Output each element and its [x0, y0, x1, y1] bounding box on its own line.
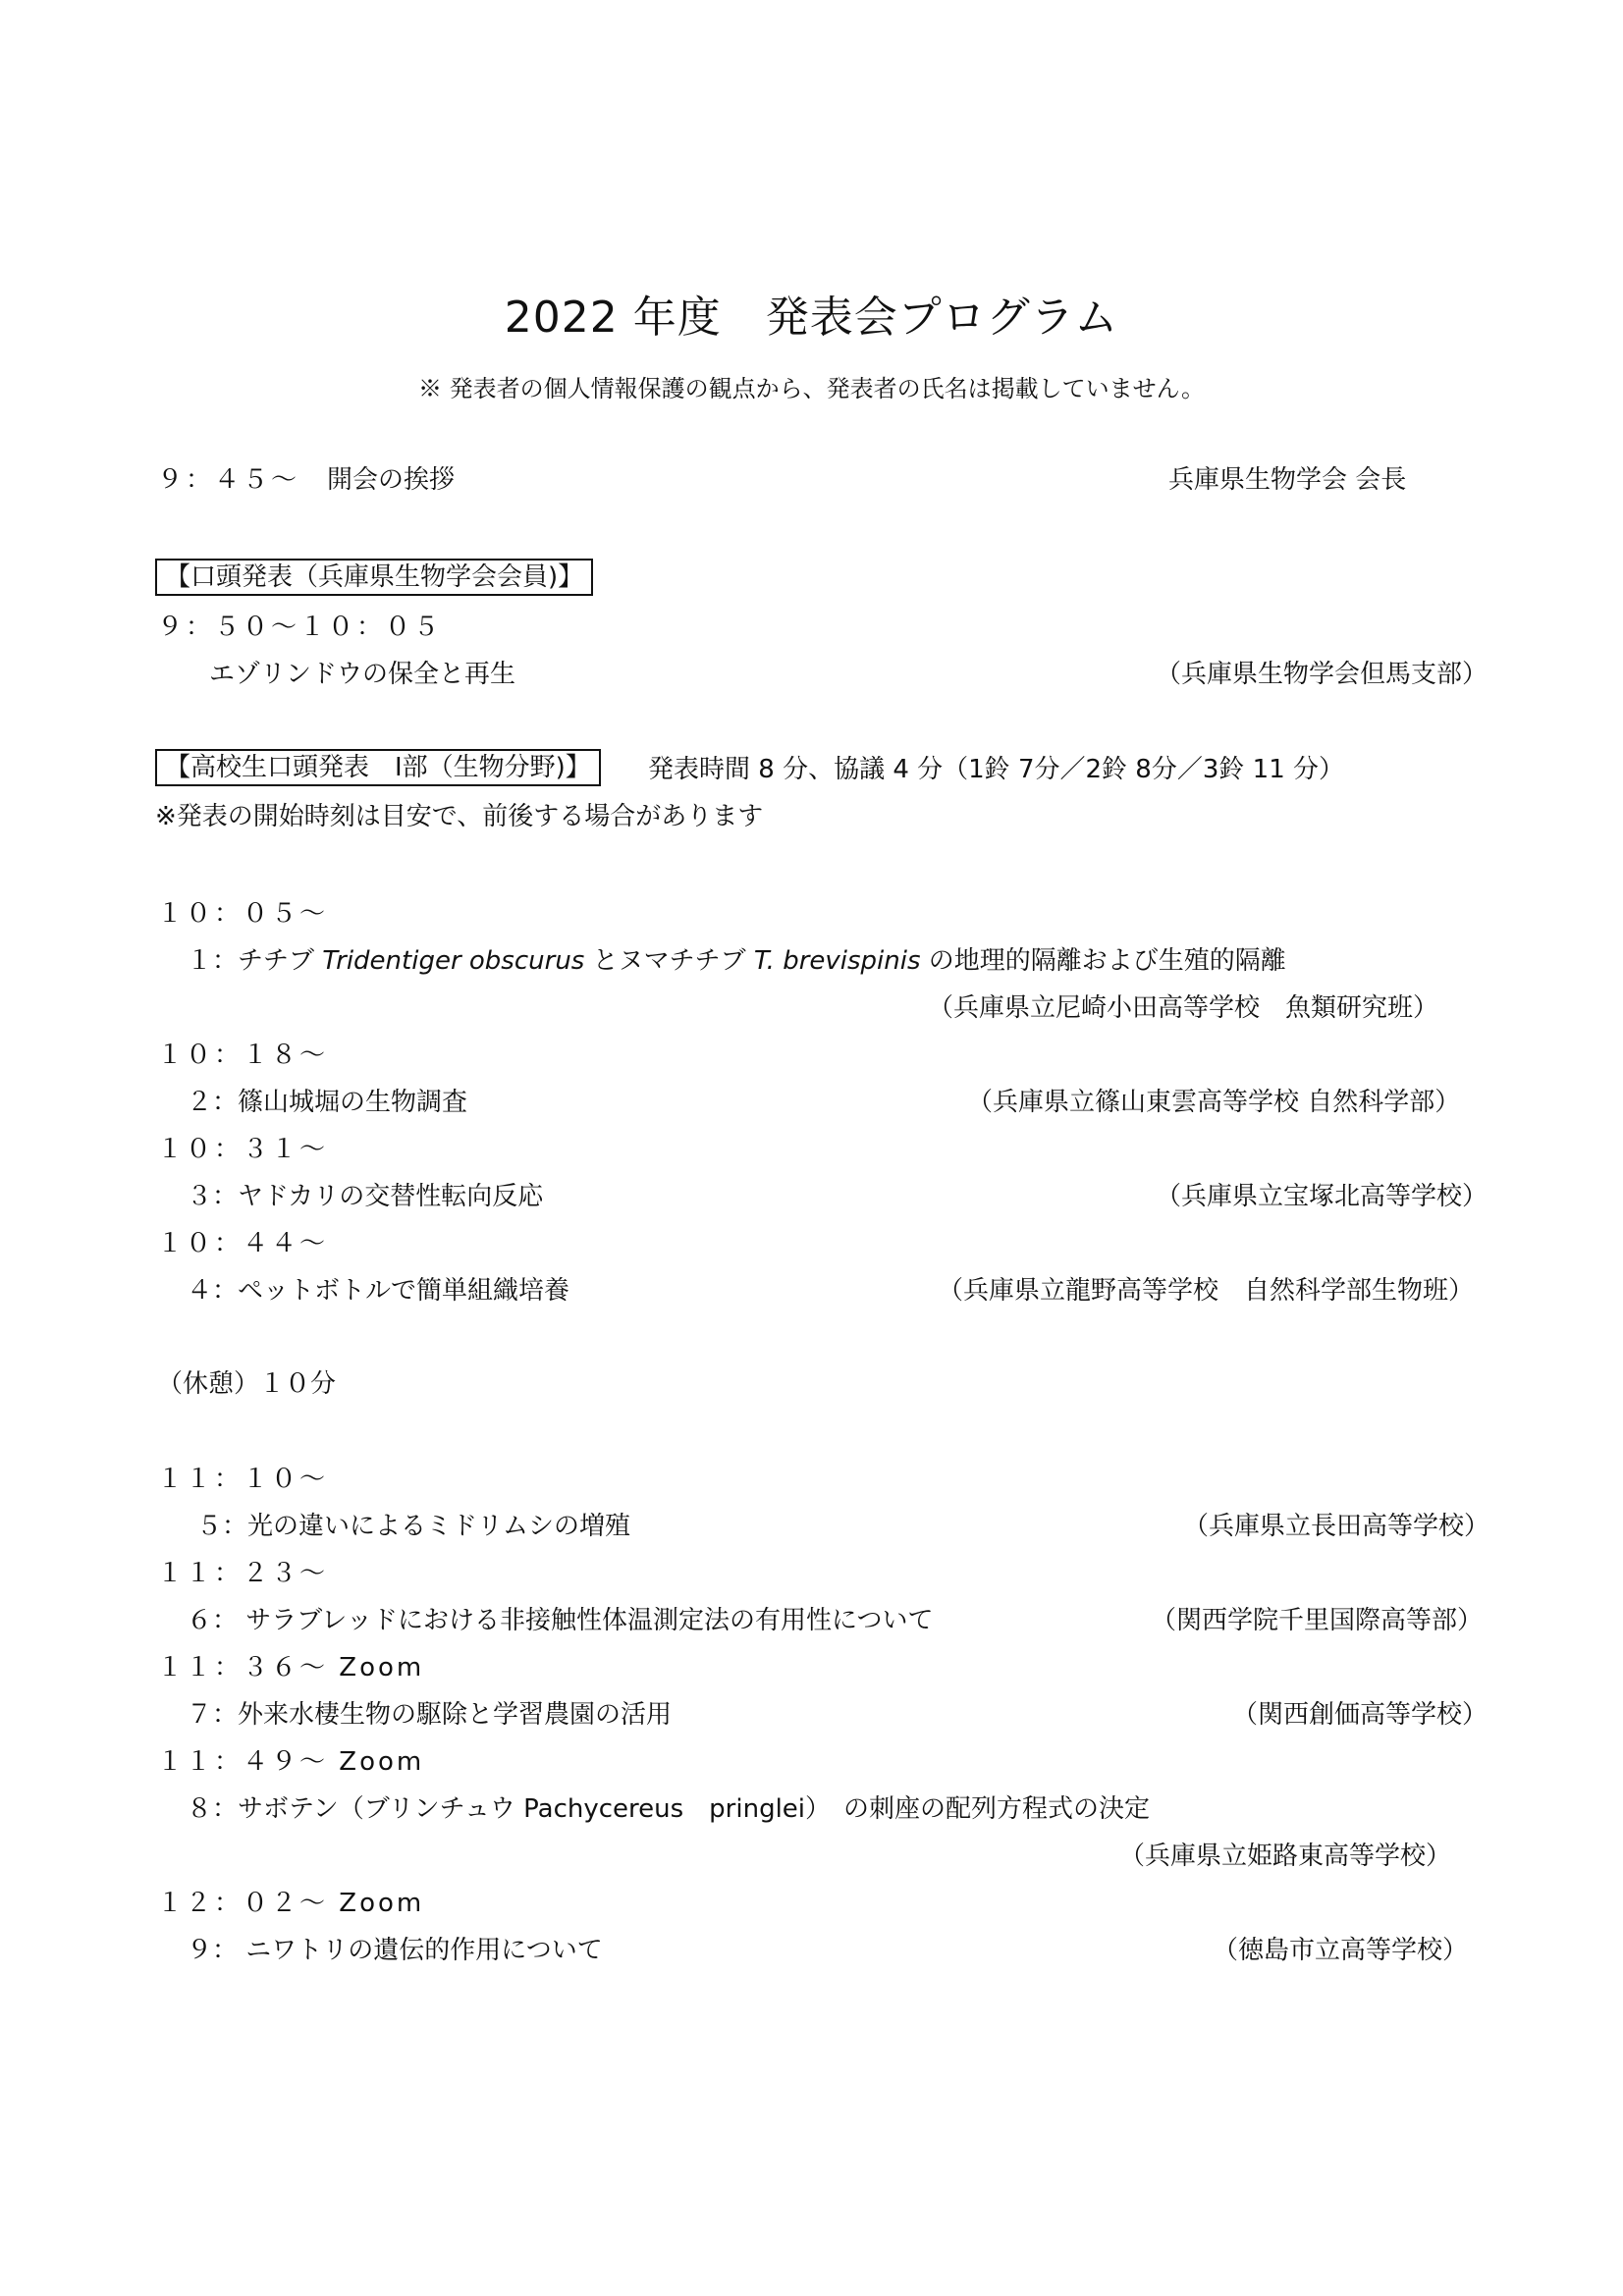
section1-time: ９：５０～１０：０５: [157, 613, 443, 642]
talk4-time: １０：４４～: [157, 1229, 329, 1258]
talk7-affiliation: （関西創価高等学校）: [1232, 1700, 1488, 1730]
opening-label: 開会の挨拶: [327, 465, 456, 495]
talk3-time: １０：３１～: [157, 1135, 329, 1164]
section1-title: エゾリンドウの保全と再生: [209, 660, 516, 689]
talk1-title: １：チチブ Tridentiger obscurus とヌマチチブ T. brevispinis の地理的隔離および生殖的隔離: [187, 946, 1286, 976]
talk2-time: １０：１８～: [157, 1041, 329, 1070]
talk5-time: １１：１０～: [157, 1465, 329, 1494]
talk7-title: ７：外来水棲生物の駆除と学習農園の活用: [187, 1700, 673, 1730]
privacy-note: ※ 発表者の個人情報保護の観点から、発表者の氏名は掲載していません。: [417, 375, 1206, 402]
talk8-affiliation: （兵庫県立姫路東高等学校）: [1119, 1842, 1452, 1871]
talk1-time: １０：０５～: [157, 899, 329, 929]
talk7-time: １１：３６～ Zoom: [157, 1653, 425, 1682]
talk9-title: ９： ニワトリの遺伝的作用について: [187, 1936, 603, 1965]
talk4-title: ４：ペットボトルで簡単組織培養: [187, 1276, 570, 1306]
talk3-affiliation: （兵庫県立宝塚北高等学校）: [1156, 1182, 1488, 1211]
talk3-title: ３：ヤドカリの交替性転向反応: [187, 1182, 544, 1211]
section1-affiliation: （兵庫県生物学会但馬支部）: [1156, 660, 1488, 689]
talk8-title: ８：サボテン（ブリンチュウ Pachycereus pringlei） の刺座の配列方程式の決定: [187, 1794, 1151, 1824]
break-note: （休憩）１０分: [157, 1369, 337, 1399]
talk8-time: １１：４９～ Zoom: [157, 1747, 425, 1777]
opening-time: ９：４５～: [157, 465, 300, 495]
talk6-time: １１：２３～: [157, 1559, 329, 1588]
talk2-title: ２：篠山城堀の生物調査: [187, 1088, 468, 1117]
talk9-time: １２：０２～ Zoom: [157, 1889, 425, 1918]
talk2-affiliation: （兵庫県立篠山東雲高等学校 自然科学部）: [967, 1088, 1461, 1117]
talk4-affiliation: （兵庫県立龍野高等学校 自然科学部生物班）: [938, 1276, 1475, 1306]
talk6-title: ６： サラブレッドにおける非接触性体温測定法の有用性について: [187, 1606, 934, 1635]
talk1-affiliation: （兵庫県立尼崎小田高等学校 魚類研究班）: [928, 993, 1439, 1023]
section2-note: ※発表の開始時刻は目安で、前後する場合があります: [155, 802, 764, 831]
talk5-affiliation: （兵庫県立長田高等学校）: [1183, 1512, 1490, 1541]
page-title: 2022 年度 発表会プログラム: [504, 293, 1119, 343]
section2-rules: 発表時間 8 分、協議 4 分（1鈴 7分／2鈴 8分／3鈴 11 分）: [648, 755, 1344, 784]
talk9-affiliation: （徳島市立高等学校）: [1213, 1936, 1469, 1965]
section-header-member-talks: 【口頭発表（兵庫県生物学会会員)】: [155, 559, 593, 596]
talk5-title: ５：光の違いによるミドリムシの増殖: [196, 1512, 631, 1541]
section-header-student-talks: 【高校生口頭発表 Ⅰ部（生物分野)】: [155, 749, 601, 786]
talk6-affiliation: （関西学院千里国際高等部）: [1151, 1606, 1484, 1635]
opening-speaker: 兵庫県生物学会 会長: [1168, 465, 1407, 495]
